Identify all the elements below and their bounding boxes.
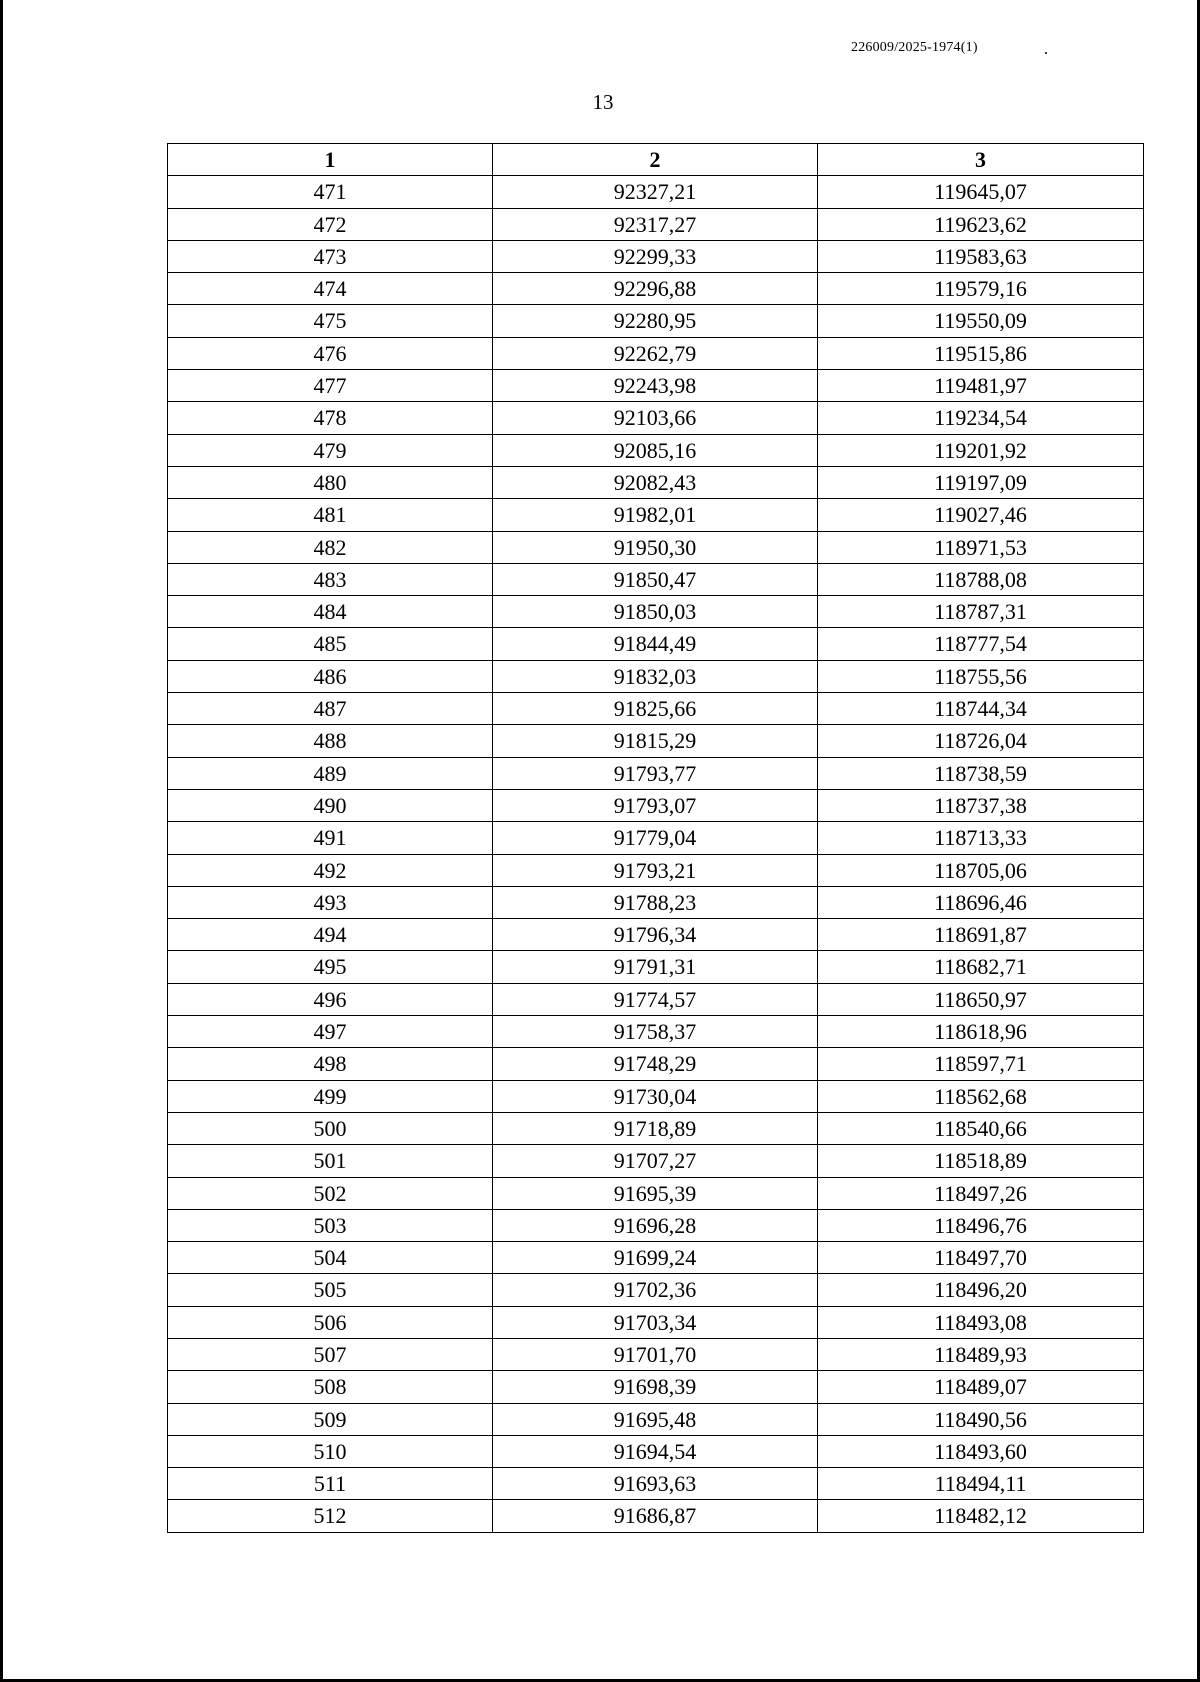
point-number-cell: 505	[168, 1274, 493, 1306]
y-coordinate-cell: 119197,09	[818, 466, 1144, 498]
y-coordinate-cell: 118788,08	[818, 563, 1144, 595]
point-number-cell: 493	[168, 886, 493, 918]
x-coordinate-cell: 92327,21	[493, 176, 818, 208]
column-header-3: 3	[818, 144, 1144, 176]
x-coordinate-cell: 91832,03	[493, 660, 818, 692]
y-coordinate-cell: 119027,46	[818, 499, 1144, 531]
y-coordinate-cell: 118787,31	[818, 596, 1144, 628]
table-row	[168, 1338, 1144, 1370]
x-coordinate-cell: 92085,16	[493, 434, 818, 466]
point-number-cell: 477	[168, 370, 493, 402]
x-coordinate-cell: 91796,34	[493, 919, 818, 951]
x-coordinate-cell: 91695,48	[493, 1403, 818, 1435]
x-coordinate-cell: 91686,87	[493, 1500, 818, 1532]
y-coordinate-cell: 118540,66	[818, 1112, 1144, 1144]
y-coordinate-cell: 118696,46	[818, 886, 1144, 918]
y-coordinate-cell: 119623,62	[818, 208, 1144, 240]
table-row	[168, 531, 1144, 563]
y-coordinate-cell: 118494,11	[818, 1468, 1144, 1500]
table-header-row	[168, 144, 1144, 176]
table-row	[168, 240, 1144, 272]
x-coordinate-cell: 91730,04	[493, 1080, 818, 1112]
table-row	[168, 789, 1144, 821]
point-number-cell: 503	[168, 1209, 493, 1241]
table-row	[168, 1371, 1144, 1403]
point-number-cell: 476	[168, 337, 493, 369]
y-coordinate-cell: 118650,97	[818, 983, 1144, 1015]
x-coordinate-cell: 91793,21	[493, 854, 818, 886]
point-number-cell: 481	[168, 499, 493, 531]
point-number-cell: 475	[168, 305, 493, 337]
point-number-cell: 479	[168, 434, 493, 466]
column-header-2: 2	[493, 144, 818, 176]
x-coordinate-cell: 91982,01	[493, 499, 818, 531]
table-row	[168, 1080, 1144, 1112]
y-coordinate-cell: 118682,71	[818, 951, 1144, 983]
table-row	[168, 273, 1144, 305]
table-row	[168, 1435, 1144, 1467]
point-number-cell: 509	[168, 1403, 493, 1435]
y-coordinate-cell: 118493,60	[818, 1435, 1144, 1467]
y-coordinate-cell: 119550,09	[818, 305, 1144, 337]
table-row	[168, 402, 1144, 434]
scan-speck	[1045, 52, 1047, 54]
table-row	[168, 563, 1144, 595]
point-number-cell: 489	[168, 757, 493, 789]
x-coordinate-cell: 92296,88	[493, 273, 818, 305]
x-coordinate-cell: 91695,39	[493, 1177, 818, 1209]
x-coordinate-cell: 91791,31	[493, 951, 818, 983]
point-number-cell: 490	[168, 789, 493, 821]
table-row	[168, 434, 1144, 466]
x-coordinate-cell: 92317,27	[493, 208, 818, 240]
point-number-cell: 508	[168, 1371, 493, 1403]
point-number-cell: 502	[168, 1177, 493, 1209]
point-number-cell: 487	[168, 693, 493, 725]
table-row	[168, 337, 1144, 369]
point-number-cell: 506	[168, 1306, 493, 1338]
table-row	[168, 628, 1144, 660]
y-coordinate-cell: 119645,07	[818, 176, 1144, 208]
x-coordinate-cell: 91850,47	[493, 563, 818, 595]
y-coordinate-cell: 118496,20	[818, 1274, 1144, 1306]
x-coordinate-cell: 91699,24	[493, 1242, 818, 1274]
y-coordinate-cell: 118562,68	[818, 1080, 1144, 1112]
point-number-cell: 501	[168, 1145, 493, 1177]
table-row	[168, 693, 1144, 725]
y-coordinate-cell: 118971,53	[818, 531, 1144, 563]
y-coordinate-cell: 118737,38	[818, 789, 1144, 821]
x-coordinate-cell: 91793,07	[493, 789, 818, 821]
y-coordinate-cell: 118597,71	[818, 1048, 1144, 1080]
point-number-cell: 511	[168, 1468, 493, 1500]
y-coordinate-cell: 118618,96	[818, 1016, 1144, 1048]
table-row	[168, 1468, 1144, 1500]
table-row	[168, 1177, 1144, 1209]
y-coordinate-cell: 119481,97	[818, 370, 1144, 402]
table-row	[168, 208, 1144, 240]
table-row	[168, 176, 1144, 208]
table-body	[168, 176, 1144, 1532]
point-number-cell: 474	[168, 273, 493, 305]
table-row	[168, 305, 1144, 337]
y-coordinate-cell: 118489,07	[818, 1371, 1144, 1403]
point-number-cell: 486	[168, 660, 493, 692]
table-row	[168, 1306, 1144, 1338]
table-row	[168, 1016, 1144, 1048]
table-row	[168, 1403, 1144, 1435]
table-row	[168, 854, 1144, 886]
point-number-cell: 512	[168, 1500, 493, 1532]
y-coordinate-cell: 118497,26	[818, 1177, 1144, 1209]
point-number-cell: 482	[168, 531, 493, 563]
table-row	[168, 1112, 1144, 1144]
x-coordinate-cell: 91702,36	[493, 1274, 818, 1306]
point-number-cell: 500	[168, 1112, 493, 1144]
x-coordinate-cell: 91758,37	[493, 1016, 818, 1048]
point-number-cell: 472	[168, 208, 493, 240]
y-coordinate-cell: 118493,08	[818, 1306, 1144, 1338]
table-row	[168, 951, 1144, 983]
point-number-cell: 507	[168, 1338, 493, 1370]
point-number-cell: 495	[168, 951, 493, 983]
y-coordinate-cell: 118755,56	[818, 660, 1144, 692]
document-id: 226009/2025-1974(1)	[851, 40, 978, 55]
x-coordinate-cell: 91793,77	[493, 757, 818, 789]
table-row	[168, 660, 1144, 692]
page-number: 13	[592, 90, 614, 114]
y-coordinate-cell: 118777,54	[818, 628, 1144, 660]
point-number-cell: 484	[168, 596, 493, 628]
y-coordinate-cell: 118713,33	[818, 822, 1144, 854]
table-row	[168, 1242, 1144, 1274]
y-coordinate-cell: 119201,92	[818, 434, 1144, 466]
y-coordinate-cell: 118726,04	[818, 725, 1144, 757]
column-header-1: 1	[168, 144, 493, 176]
point-number-cell: 497	[168, 1016, 493, 1048]
x-coordinate-cell: 91788,23	[493, 886, 818, 918]
x-coordinate-cell: 91850,03	[493, 596, 818, 628]
table-row	[168, 370, 1144, 402]
table-row	[168, 499, 1144, 531]
x-coordinate-cell: 92082,43	[493, 466, 818, 498]
x-coordinate-cell: 92280,95	[493, 305, 818, 337]
x-coordinate-cell: 91774,57	[493, 983, 818, 1015]
x-coordinate-cell: 91707,27	[493, 1145, 818, 1177]
y-coordinate-cell: 119515,86	[818, 337, 1144, 369]
x-coordinate-cell: 91950,30	[493, 531, 818, 563]
y-coordinate-cell: 118738,59	[818, 757, 1144, 789]
table-row	[168, 466, 1144, 498]
y-coordinate-cell: 118482,12	[818, 1500, 1144, 1532]
x-coordinate-cell: 91701,70	[493, 1338, 818, 1370]
y-coordinate-cell: 119583,63	[818, 240, 1144, 272]
y-coordinate-cell: 119579,16	[818, 273, 1144, 305]
point-number-cell: 473	[168, 240, 493, 272]
x-coordinate-cell: 92299,33	[493, 240, 818, 272]
point-number-cell: 478	[168, 402, 493, 434]
x-coordinate-cell: 92103,66	[493, 402, 818, 434]
x-coordinate-cell: 91698,39	[493, 1371, 818, 1403]
x-coordinate-cell: 92262,79	[493, 337, 818, 369]
y-coordinate-cell: 118497,70	[818, 1242, 1144, 1274]
y-coordinate-cell: 118489,93	[818, 1338, 1144, 1370]
y-coordinate-cell: 118518,89	[818, 1145, 1144, 1177]
table-row	[168, 983, 1144, 1015]
x-coordinate-cell: 92243,98	[493, 370, 818, 402]
point-number-cell: 480	[168, 466, 493, 498]
x-coordinate-cell: 91703,34	[493, 1306, 818, 1338]
coordinates-table	[167, 143, 1144, 1533]
point-number-cell: 510	[168, 1435, 493, 1467]
y-coordinate-cell: 118490,56	[818, 1403, 1144, 1435]
x-coordinate-cell: 91694,54	[493, 1435, 818, 1467]
y-coordinate-cell: 118691,87	[818, 919, 1144, 951]
x-coordinate-cell: 91693,63	[493, 1468, 818, 1500]
y-coordinate-cell: 118496,76	[818, 1209, 1144, 1241]
point-number-cell: 491	[168, 822, 493, 854]
point-number-cell: 471	[168, 176, 493, 208]
point-number-cell: 488	[168, 725, 493, 757]
point-number-cell: 492	[168, 854, 493, 886]
y-coordinate-cell: 119234,54	[818, 402, 1144, 434]
table-row	[168, 1048, 1144, 1080]
x-coordinate-cell: 91825,66	[493, 693, 818, 725]
point-number-cell: 485	[168, 628, 493, 660]
table-row	[168, 1145, 1144, 1177]
point-number-cell: 498	[168, 1048, 493, 1080]
x-coordinate-cell: 91815,29	[493, 725, 818, 757]
point-number-cell: 483	[168, 563, 493, 595]
y-coordinate-cell: 118744,34	[818, 693, 1144, 725]
table-row	[168, 725, 1144, 757]
table-row	[168, 919, 1144, 951]
table-row	[168, 886, 1144, 918]
x-coordinate-cell: 91718,89	[493, 1112, 818, 1144]
point-number-cell: 499	[168, 1080, 493, 1112]
table-row	[168, 596, 1144, 628]
x-coordinate-cell: 91779,04	[493, 822, 818, 854]
table-row	[168, 1274, 1144, 1306]
table-row	[168, 822, 1144, 854]
x-coordinate-cell: 91748,29	[493, 1048, 818, 1080]
point-number-cell: 496	[168, 983, 493, 1015]
x-coordinate-cell: 91696,28	[493, 1209, 818, 1241]
point-number-cell: 504	[168, 1242, 493, 1274]
y-coordinate-cell: 118705,06	[818, 854, 1144, 886]
table-row	[168, 1500, 1144, 1532]
point-number-cell: 494	[168, 919, 493, 951]
table-row	[168, 1209, 1144, 1241]
x-coordinate-cell: 91844,49	[493, 628, 818, 660]
table-row	[168, 757, 1144, 789]
